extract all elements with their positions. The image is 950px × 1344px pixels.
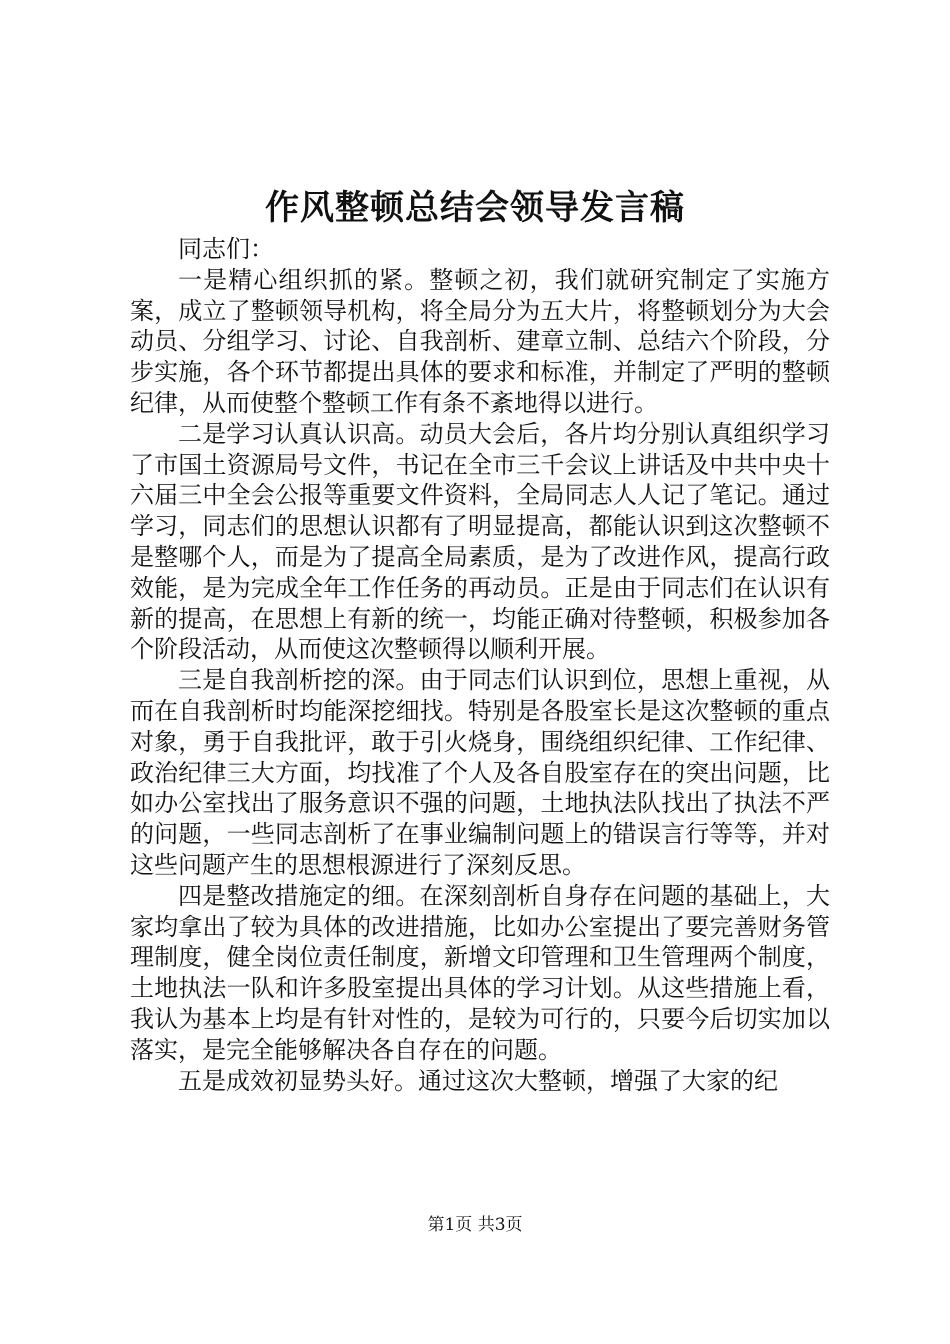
body-paragraph: 一是精心组织抓的紧。整顿之初，我们就研究制定了实施方案，成立了整顿领导机构，将全局分为五大片，将整顿划分为大会动员、分组学习、讨论、自我剖析、建章立制、总结六个阶段，分步实施，各个环节都提出具体的要求和标准，并制定了严明的整顿纪律，从而使整个整顿工作有条不紊地得以进行。 (130, 265, 830, 417)
body-paragraph: 四是整改措施定的细。在深刻剖析自身存在问题的基础上，大家均拿出了较为具体的改进措施，比如办公室提出了要完善财务管理制度，健全岗位责任制度，新增文印管理和卫生管理两个制度，土地执法一队和许多股室提出具体的学习计划。从这些措施上看，我认为基本上均是有针对性的，是较为可行的，只要今后切实加以落实，是完全能够解决各自存在的问题。 (130, 881, 830, 1064)
body-paragraph: 三是自我剖析挖的深。由于同志们认识到位，思想上重视，从而在自我剖析时均能深挖细找。特别是各股室长是这次整顿的重点对象，勇于自我批评，敢于引火烧身，围绕组织纪律、工作纪律、政治纪律三大方面，均找准了个人及各自股室存在的突出问题，比如办公室找出了服务意识不强的问题，土地执法队找出了执法不严的问题，一些同志剖析了在事业编制问题上的错误言行等等，并对这些问题产生的思想根源进行了深刻反思。 (130, 666, 830, 879)
document-body (130, 234, 830, 1096)
body-paragraph: 二是学习认真认识高。动员大会后，各片均分别认真组织学习了市国土资源局号文件，书记在全市三千会议上讲话及中共中央十六届三中全会公报等重要文件资料，全局同志人人记了笔记。通过学习，同志们的思想认识都有了明显提高，都能认识到这次整顿不是整哪个人，而是为了提高全局素质，是为了改进作风，提高行政效能，是为完成全年工作任务的再动员。正是由于同志们在认识有新的提高，在思想上有新的统一，均能正确对待整顿，积极参加各个阶段活动，从而使这次整顿得以顺利开展。 (130, 419, 830, 664)
document-title: 作风整顿总结会领导发言稿 (265, 188, 685, 228)
page-number-footer: 第1页 共3页 (427, 1215, 523, 1235)
body-paragraph: 五是成效初显势头好。通过这次大整顿，增强了大家的纪 (178, 1066, 778, 1095)
greeting-paragraph: 同志们： (178, 235, 274, 263)
